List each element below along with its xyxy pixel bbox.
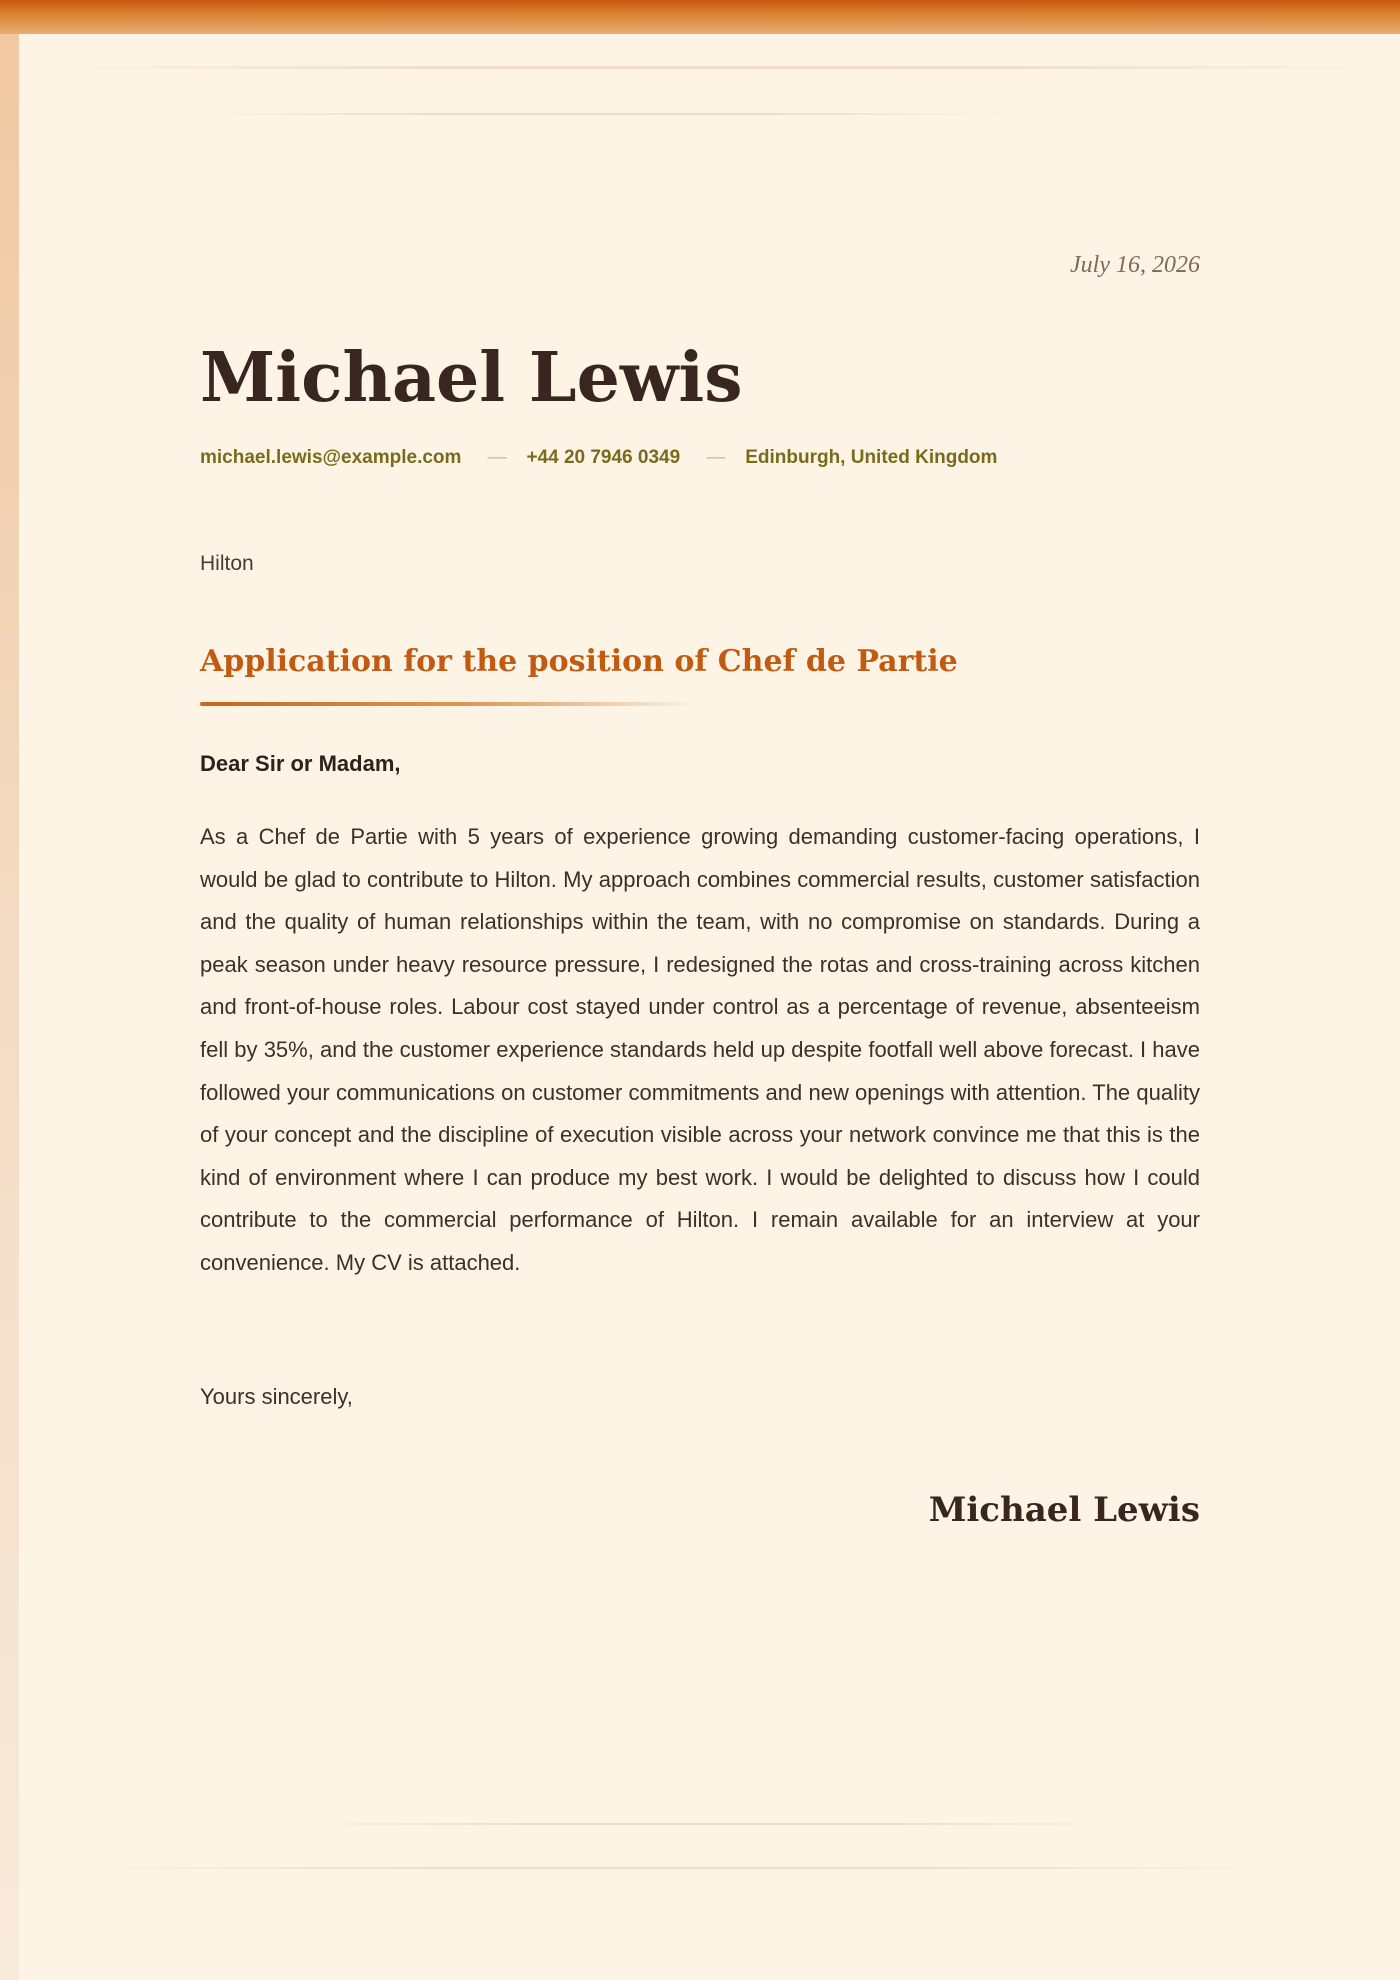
contact-separator: —	[706, 447, 726, 468]
decorative-rule-bottom-inner	[279, 1823, 1139, 1825]
decorative-rule-top	[49, 66, 1389, 69]
contact-line	[200, 447, 997, 469]
decorative-rule-top-inner	[189, 113, 1009, 115]
recipient-company: Hilton	[200, 552, 254, 575]
subject-heading: Application for the position of Chef de Partie	[200, 644, 958, 679]
sender-name: Michael Lewis	[200, 338, 743, 418]
decorative-rule-bottom	[79, 1867, 1279, 1869]
phone-number[interactable]: +44 20 7946 0349	[526, 447, 681, 468]
email-address[interactable]: michael.lewis@example.com	[200, 447, 462, 468]
letter-body: As a Chef de Partie with 5 years of experience growing demanding customer-facing operations, I would be glad to contribute to Hilton. My approach combines commercial results, customer satisfaction and the quality of human relationships within the team, with no compromise on standards. During a peak season under heavy resource pressure, I redesigned the rotas and cross-training across kitchen and front-of-house roles. Labour cost stayed under control as a percentage of revenue, absenteeism fell by 35%, and the customer experience standards held up despite footfall well above forecast. I have followed your communications on customer commitments and new openings with attention. The quality of your concept and the discipline of execution visible across your network convince me that this is the kind of environment where I can produce my best work. I would be delighted to discuss how I could contribute to the commercial performance of Hilton. I remain available for an interview at your convenience. My CV is attached.	[200, 824, 1200, 1275]
salutation: Dear Sir or Madam,	[200, 751, 401, 776]
contact-separator: —	[487, 447, 507, 468]
sender-location: Edinburgh, United Kingdom	[745, 447, 998, 468]
top-accent-band	[0, 0, 1400, 34]
letter-date: July 16, 2026	[1070, 252, 1200, 278]
left-accent-strip	[0, 34, 19, 1980]
subject-underline	[200, 702, 700, 706]
closing-phrase: Yours sincerely,	[200, 1384, 353, 1409]
signature-name: Michael Lewis	[928, 1490, 1200, 1530]
